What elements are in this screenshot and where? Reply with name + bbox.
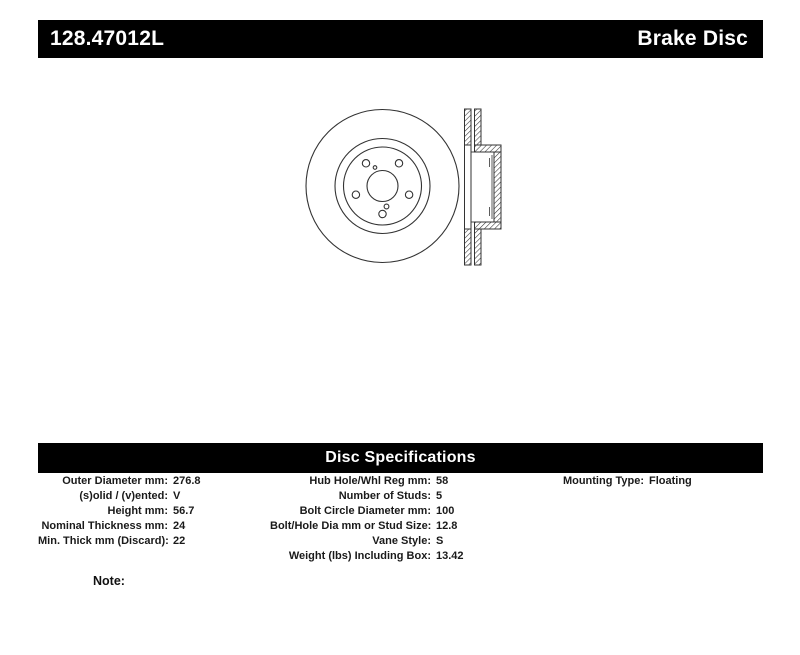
spec-row-weight: [270, 549, 464, 564]
spec-value: 12.8: [436, 520, 458, 533]
hat-interior: [471, 152, 494, 222]
spec-value: 58: [436, 475, 449, 487]
spec-value: 100: [436, 505, 455, 518]
spec-section-bar: [38, 443, 763, 473]
spec-row-solid-vented: [38, 489, 201, 504]
spec-value: 56.7: [173, 505, 195, 518]
alignment-hole: [373, 166, 377, 170]
inboard-plate-bottom: [475, 229, 482, 265]
spec-row-hub-hole: [270, 474, 464, 489]
stud-hole: [379, 210, 386, 217]
spec-column-left: [38, 474, 201, 549]
spec-label: Vane Style:: [372, 535, 431, 548]
spec-label: Bolt/Hole Dia mm or Stud Size:: [270, 520, 432, 533]
outboard-plate-top: [465, 109, 472, 145]
spec-value: S: [436, 535, 444, 548]
spec-value: 276.8: [173, 475, 201, 487]
disc-front-view: [306, 110, 459, 263]
spec-value: 22: [173, 535, 186, 548]
spec-value: Floating: [649, 475, 692, 487]
outboard-plate-bottom: [465, 229, 472, 265]
hat-mounting-wall: [494, 152, 501, 222]
spec-label: Number of Studs:: [338, 490, 431, 503]
spec-value: 13.42: [436, 550, 464, 563]
hub-face-circle: [344, 147, 422, 225]
spec-column-right: [540, 474, 692, 489]
spec-label: Hub Hole/Whl Reg mm:: [309, 475, 431, 487]
hat-flange-bottom: [475, 222, 502, 229]
spec-label: Nominal Thickness mm:: [41, 520, 168, 533]
inboard-plate-top: [475, 109, 482, 145]
spec-row-nominal-thickness: [38, 519, 201, 534]
spec-row-height: [38, 504, 201, 519]
spec-row-number-of-studs: [270, 489, 464, 504]
spec-label: Mounting Type:: [562, 475, 644, 487]
spec-row-bolt-circle-diameter: [270, 504, 464, 519]
spec-label: Height mm:: [107, 505, 168, 518]
disc-cross-section: [465, 109, 502, 265]
stud-hole: [362, 160, 369, 167]
stud-hole: [405, 191, 412, 198]
spec-row-bolt-hole-dia: [270, 519, 464, 534]
spec-value: 5: [436, 490, 443, 503]
stud-hole: [395, 160, 402, 167]
spec-label: Weight (lbs) Including Box:: [288, 550, 431, 563]
part-number: 128.47012L: [50, 27, 165, 50]
spec-label: Min. Thick mm (Discard):: [38, 535, 169, 548]
spec-column-middle: [270, 474, 464, 565]
spec-label: (s)olid / (v)ented:: [79, 490, 168, 503]
note-label: Note:: [93, 574, 125, 588]
spec-value: 24: [173, 520, 186, 533]
spec-value: V: [173, 490, 181, 503]
spec-row-outer-diameter: [38, 474, 201, 489]
spec-label: Bolt Circle Diameter mm:: [299, 505, 431, 518]
hat-flange-top: [475, 145, 502, 152]
spec-row-min-thickness: [38, 534, 201, 549]
disc-outer-edge: [306, 110, 459, 263]
spec-section-title: Disc Specifications: [325, 449, 476, 466]
friction-ring-inner-edge: [335, 139, 430, 234]
stud-hole: [352, 191, 359, 198]
center-hub-hole: [367, 171, 398, 202]
spec-row-mounting-type: [540, 474, 692, 489]
spec-label: Outer Diameter mm:: [62, 475, 168, 487]
product-title: Brake Disc: [637, 27, 748, 50]
alignment-hole: [384, 204, 389, 209]
spec-row-vane-style: [270, 534, 464, 549]
